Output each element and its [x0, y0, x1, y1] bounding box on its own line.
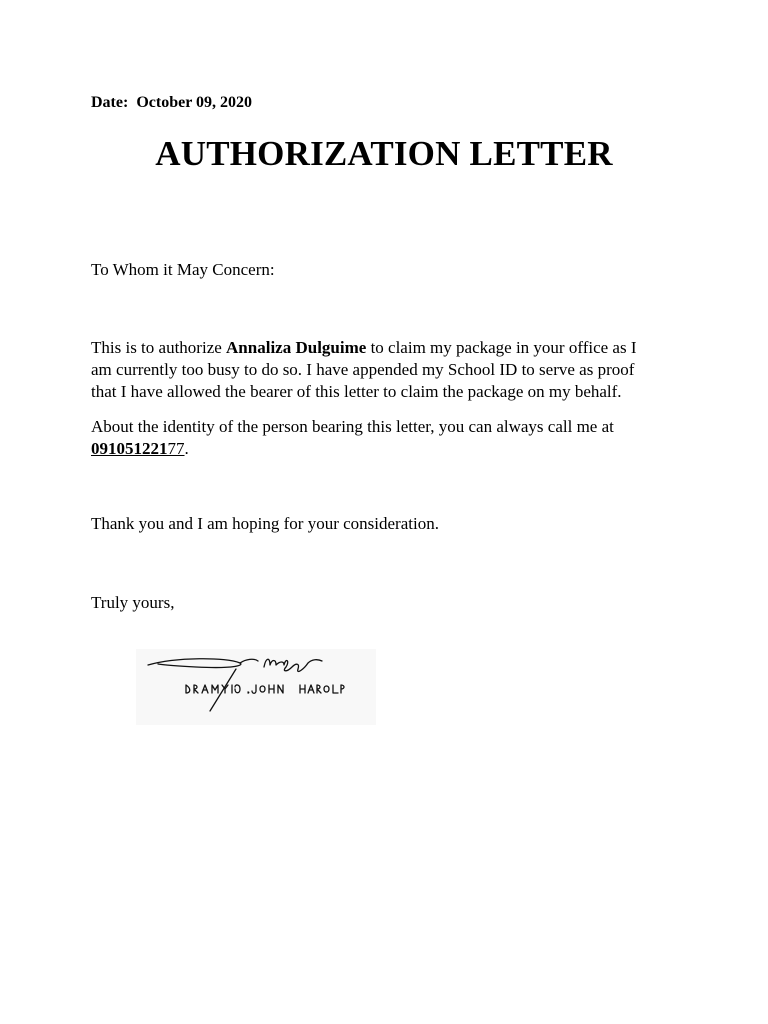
phone-number	[91, 439, 185, 458]
date-value: October 09, 2020	[136, 94, 252, 111]
para1-line3: that I have allowed the bearer of this letter to claim the package on my behalf.	[91, 382, 622, 401]
phone-bold-part: 091051221	[91, 439, 168, 458]
date-line	[91, 93, 252, 113]
closing-line: Truly yours,	[91, 593, 175, 612]
signature-image	[136, 649, 376, 725]
salutation: To Whom it May Concern:	[91, 260, 275, 279]
authorization-paragraph	[91, 337, 671, 403]
para1-line2: am currently too busy to do so. I have appended my School ID to serve as proof	[91, 360, 635, 379]
date-label: Date:	[91, 94, 129, 111]
para1-intro: This is to authorize	[91, 338, 227, 357]
contact-paragraph	[91, 416, 671, 460]
para1-line1-rest: to claim my package in your office as I	[366, 338, 637, 357]
signature-icon	[136, 649, 376, 725]
para2-text: About the identity of the person bearing this letter, you can always call me at	[91, 417, 614, 436]
authorized-person-name: Annaliza Dulguime	[226, 338, 367, 357]
thanks-line: Thank you and I am hoping for your consideration.	[91, 514, 439, 533]
letter-title: AUTHORIZATION LETTER	[155, 134, 613, 173]
para2-end: .	[184, 439, 189, 458]
phone-rest-part: 77	[167, 439, 185, 458]
